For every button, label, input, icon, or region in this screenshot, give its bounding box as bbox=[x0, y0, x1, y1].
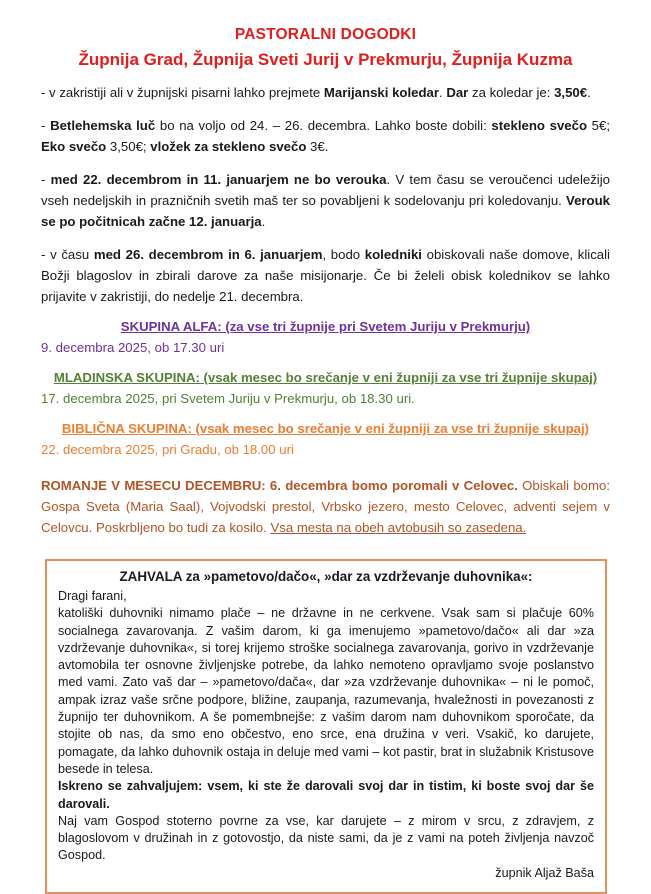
announcement-paragraph-betlehemska-luc: - Betlehemska luč bo na voljo od 24. – 26. decembra. Lahko boste dobili: stekleno svečo 5€; Eko svečo 3,50€; vložek za stekleno svečo 3€. bbox=[41, 118, 611, 154]
group-biblicna-skupina bbox=[41, 418, 610, 460]
page-title: PASTORALNI DOGODKI bbox=[234, 26, 417, 43]
page-subtitle: Župnija Grad, Župnija Sveti Jurij v Prekmurju, Župnija Kuzma bbox=[78, 50, 573, 69]
groups-section bbox=[41, 316, 610, 460]
announcement-paragraph-koledar: - v zakristiji ali v župnijski pisarni lahko prejmete Marijanski koledar. Dar za koledar je: 3,50€. bbox=[41, 85, 591, 100]
thanks-box-salutation: Dragi farani, bbox=[58, 589, 127, 603]
group-skupina-alfa bbox=[41, 316, 610, 358]
thanks-box-title: ZAHVALA za »pametovo/dačo«, »dar za vzdrževanje duhovnika«: bbox=[119, 569, 533, 584]
thanks-box-closing: Naj vam Gospod stoterno povrne za vse, kar darujete – z mirom v srcu, z zdravjem, z blagoslovom v družinah in z gotovostjo, da niste sami, da je z vami na poteh življenja navzoč Gospod. bbox=[58, 813, 594, 863]
announcement-paragraph-verouk: - med 22. decembrom in 11. januarjem ne bo verouka. V tem času se veroučenci udeležijo vseh nedeljskih in prazničnih svetih maš ter so povabljeni k sodelovanju pri koledovanju. Verouk se po počitnicah začne 12. januarja. bbox=[41, 172, 610, 229]
announcement-paragraph-koledniki: - v času med 26. decembrom in 6. januarjem, bodo koledniki obiskovali naše domove, klicali Božji blagoslov in zbirali darove za naše misijonarje. Če bi želeli obisk kolednikov se lahko prijavite v zakristiji, do nedelje 21. decembra. bbox=[41, 247, 610, 304]
group-heading: MLADINSKA SKUPINA: (vsak mesec bo srečanje v eni župniji za vse tri župnije skupaj) bbox=[53, 370, 598, 385]
group-mladinska-skupina bbox=[41, 367, 610, 409]
thanks-box-signature: župnik Aljaž Baša bbox=[495, 865, 594, 880]
group-detail: 22. decembra 2025, pri Gradu, ob 18.00 uri bbox=[41, 442, 294, 457]
thanks-box-bold-line: Iskreno se zahvaljujem: vsem, ki ste že darovali svoj dar in tistim, ki boste svoj dar še darovali. bbox=[58, 779, 594, 811]
group-detail: 17. decembra 2025, pri Svetem Juriju v Prekmurju, ob 18.30 uri. bbox=[41, 391, 415, 406]
thanks-box-body: katoliški duhovniki nimamo plače – ne državne in ne cerkvene. Vsak sam si plačuje 60% socialnega zavarovanja. Z vašim darom, ki ga imenujemo »pametovo/dačo« ali dar »za vzdrževanje duhovnika«, si torej krijemo stroške socialnega zavarovanja, gorivo in vzdrževanje avtomobila ter osnovne življenjske potrebe, da lahko nemoteno opravljamo svoje poslanstvo med vami. Zato vaš dar – »pametovo/dača«, dar »za vzdrževanje duhovnika« – ni le pomoč, ampak izraz vaše srčne podpore, bližine, zaupanja, razumevanja, hvaležnosti in povezanosti z župnijo ter duhovnikom. A še pomembnejše: z vašim darom nam duhovnikom sporočate, da stojite ob nas, da smo eno občestvo, eno srce, ena družina v veri. Vsakič, ko darujete, pomagate, da lahko duhovnik ostaja in deluje med vami – kot pastir, brat in služabnik Kristusove besede in telesa. bbox=[58, 606, 594, 776]
group-heading: SKUPINA ALFA: (za vse tri župnije pri Svetem Juriju v Prekmurju) bbox=[120, 319, 531, 334]
group-heading: BIBLIČNA SKUPINA: (vsak mesec bo srečanje v eni župniji za vse tri župnije skupaj) bbox=[61, 421, 590, 436]
thanks-box bbox=[45, 559, 607, 894]
announcements-section bbox=[41, 82, 610, 307]
group-detail: 9. decembra 2025, ob 17.30 uri bbox=[41, 340, 225, 355]
pilgrimage-paragraph: ROMANJE V MESECU DECEMBRU: 6. decembra bomo poromali v Celovec. Obiskali bomo: Gospa Sveta (Maria Saal), Vojvodski prestol, Vrbsko jezero, mesto Celovec, adventi sejem v Celovcu. Poskrbljeno bo tudi za kosilo. Vsa mesta na obeh avtobusih so zasedena. bbox=[41, 478, 611, 535]
